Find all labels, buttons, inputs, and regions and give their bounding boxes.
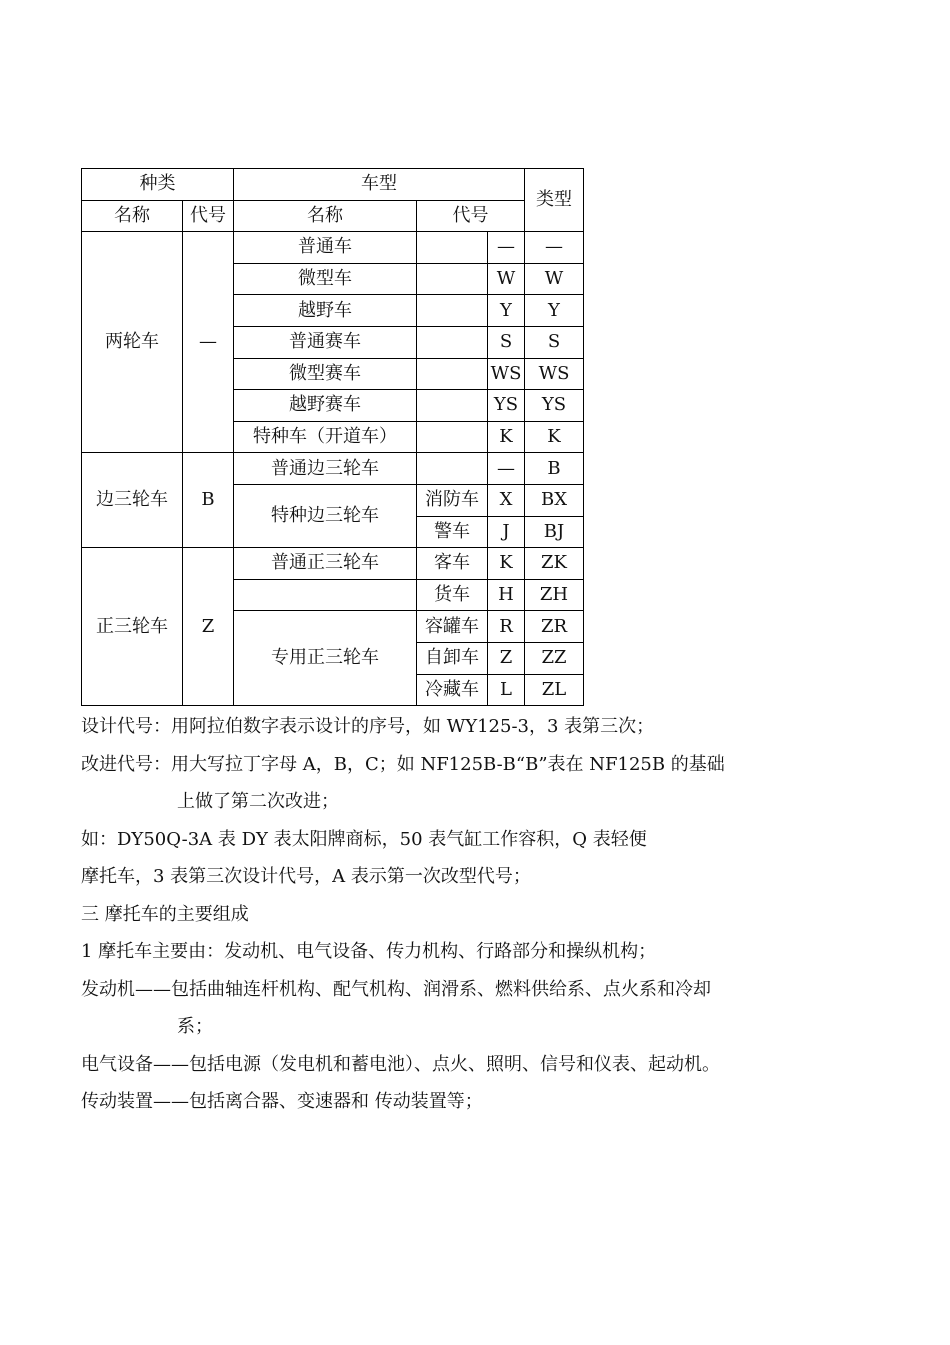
model-type: ZK [525,548,584,580]
header-model-code: 代号 [417,200,525,232]
model-type: BX [525,484,584,516]
model-sub [417,453,488,485]
note-improvement-code: 改进代号：用大写拉丁字母 A，B，C；如 NF125B-B“B”表在 NF125B 的基础 [81,753,725,775]
model-name: 特种边三轮车 [234,484,417,547]
model-name: 越野赛车 [234,390,417,422]
section-heading: 三 摩托车的主要组成 [81,903,249,925]
motorcycle-code-table [81,168,584,706]
model-code: J [488,516,525,548]
model-code: Z [488,642,525,674]
model-code: L [488,674,525,706]
model-name: 微型车 [234,263,417,295]
model-code: — [488,232,525,264]
note-transmission: 传动装置——包括离合器、变速器和 传动装置等； [81,1091,483,1112]
group-name: 边三轮车 [82,453,183,548]
model-code: Y [488,295,525,327]
note-engine: 发动机——包括曲轴连杆机构、配气机构、润滑系、燃料供给系、点火系和冷却 [81,978,711,1000]
note-example: 如：DY50Q-3A 表 DY 表太阳牌商标，50 表气缸工作容积，Q 表轻便 [81,828,647,850]
note-improvement-code-cont: 上做了第二次改进； [177,791,339,812]
model-code: K [488,421,525,453]
model-code: YS [488,390,525,422]
model-sub: 自卸车 [417,642,488,674]
model-type: ZR [525,611,584,643]
model-type: YS [525,390,584,422]
model-sub [417,326,488,358]
model-sub: 货车 [417,579,488,611]
model-sub [417,295,488,327]
model-code: S [488,326,525,358]
table-row [82,548,584,580]
model-sub: 消防车 [417,484,488,516]
header-type: 类型 [525,169,584,232]
group-name: 正三轮车 [82,548,183,706]
header-kind-code: 代号 [183,200,234,232]
table-row [82,453,584,485]
model-name: 普通车 [234,232,417,264]
model-type: W [525,263,584,295]
model-name: 特种车（开道车） [234,421,417,453]
model-code: K [488,548,525,580]
model-name: 普通赛车 [234,326,417,358]
model-sub [417,421,488,453]
model-type: S [525,326,584,358]
model-name: 专用正三轮车 [234,611,417,706]
note-electrical: 电气设备——包括电源（发电机和蓄电池）、点火、照明、信号和仪表、起动机。 [81,1053,720,1075]
header-model-name: 名称 [234,200,417,232]
note-engine-cont: 系； [177,1016,213,1037]
model-name: 越野车 [234,295,417,327]
model-type: Y [525,295,584,327]
group-code: B [183,453,234,548]
model-name [234,579,417,611]
note-example-cont: 摩托车，3 表第三次设计代号，A 表示第一次改型代号； [81,866,531,887]
model-sub: 警车 [417,516,488,548]
header-kind: 种类 [82,169,234,201]
model-type: ZH [525,579,584,611]
model-code: R [488,611,525,643]
note-design-code: 设计代号：用阿拉伯数字表示设计的序号，如 WY125-3，3 表第三次； [81,716,655,737]
model-type: K [525,421,584,453]
table-subheader-row [82,200,584,232]
model-type: B [525,453,584,485]
model-type: ZZ [525,642,584,674]
group-name: 两轮车 [82,232,183,453]
note-main-components: 1 摩托车主要由：发动机、电气设备、传力机构、行路部分和操纵机构； [81,941,657,962]
model-sub: 冷藏车 [417,674,488,706]
model-type: WS [525,358,584,390]
model-sub [417,263,488,295]
header-kind-name: 名称 [82,200,183,232]
model-name: 微型赛车 [234,358,417,390]
group-code: Z [183,548,234,706]
model-type: BJ [525,516,584,548]
model-type: ZL [525,674,584,706]
model-sub [417,390,488,422]
group-code: — [183,232,234,453]
table-row [82,232,584,264]
model-sub [417,232,488,264]
model-code: — [488,453,525,485]
model-sub: 容罐车 [417,611,488,643]
model-sub [417,358,488,390]
model-code: H [488,579,525,611]
notes-section [81,708,781,1121]
model-code: W [488,263,525,295]
model-name: 普通边三轮车 [234,453,417,485]
table-header-row [82,169,584,201]
model-code: WS [488,358,525,390]
header-model: 车型 [234,169,525,201]
model-name: 普通正三轮车 [234,548,417,580]
model-sub: 客车 [417,548,488,580]
model-code: X [488,484,525,516]
model-type: — [525,232,584,264]
